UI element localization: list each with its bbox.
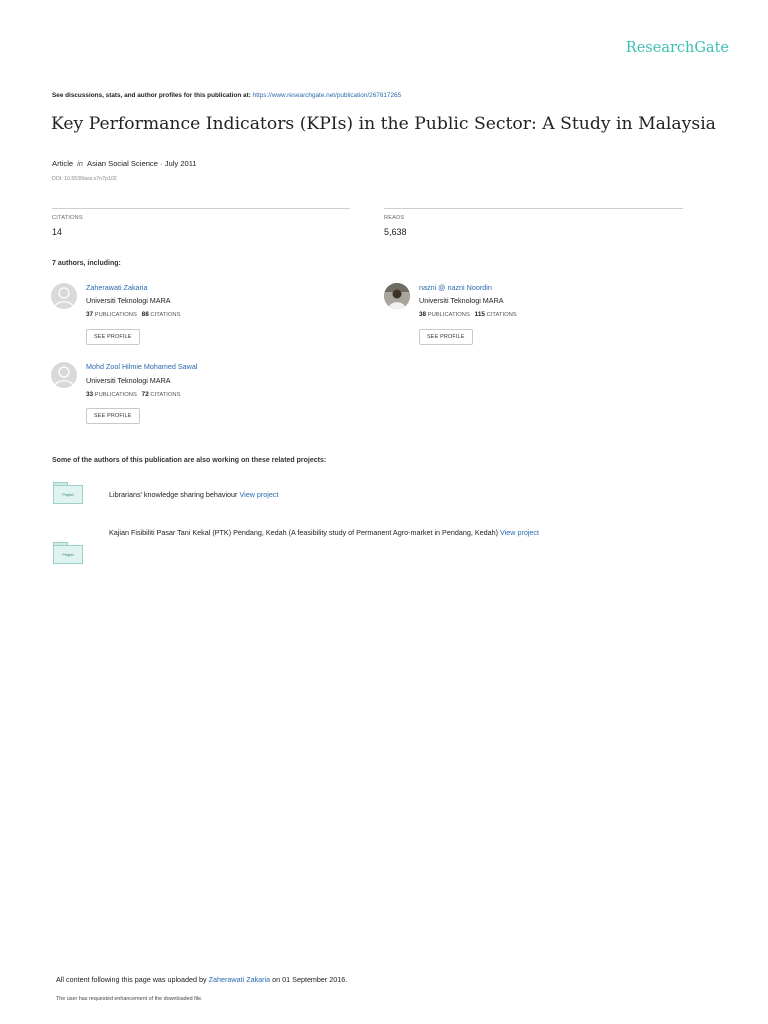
author-affiliation: Universiti Teknologi MARA: [419, 296, 504, 305]
projects-heading: Some of the authors of this publication are also working on these related projects:: [52, 457, 327, 464]
journal-date: Asian Social Science · July 2011: [87, 159, 197, 168]
author-name-link[interactable]: Mohd Zool Hilmie Mohamed Sawal: [86, 362, 198, 371]
publication-meta: [52, 159, 197, 168]
citations-divider: [52, 208, 350, 209]
author-name-link[interactable]: Zaherawati Zakaria: [86, 283, 148, 292]
view-project-link[interactable]: View project: [500, 528, 540, 537]
author-affiliation: Universiti Teknologi MARA: [86, 296, 171, 305]
author-stats: 38 PUBLICATIONS 115 CITATIONS: [419, 311, 517, 318]
article-type: Article: [52, 159, 74, 168]
see-profile-button[interactable]: SEE PROFILE: [419, 329, 473, 345]
authors-heading: 7 authors, including:: [52, 260, 121, 267]
avatar[interactable]: [51, 283, 77, 309]
project-folder-icon: Project: [53, 482, 83, 504]
author-stats: 37 PUBLICATIONS 88 CITATIONS: [86, 311, 181, 318]
reads-label: READS: [384, 215, 405, 221]
enhancement-note: The user has requested enhancement of the downloaded file.: [56, 996, 203, 1002]
see-profile-button[interactable]: SEE PROFILE: [86, 329, 140, 345]
citations-label: CITATIONS: [52, 215, 83, 221]
doi: DOI: 10.5539/ass.v7n7p102: [52, 176, 117, 182]
in-word: in: [77, 159, 84, 168]
discussion-line: [52, 92, 401, 99]
uploader-link[interactable]: Zaherawati Zakaria: [208, 975, 271, 984]
author-name-link[interactable]: nazni @ nazni Noordin: [419, 283, 492, 292]
avatar[interactable]: [51, 362, 77, 388]
citations-value: 14: [52, 227, 63, 237]
researchgate-logo[interactable]: ResearchGate: [625, 40, 729, 56]
project-item: Librarians' knowledge sharing behaviour View project: [109, 490, 279, 499]
publication-url-link[interactable]: https://www.researchgate.net/publication/267817265: [252, 92, 402, 99]
discussion-text: See discussions, stats, and author profiles for this publication at:: [52, 92, 253, 99]
publication-title: Key Performance Indicators (KPIs) in the Public Sector: A Study in Malaysia: [51, 114, 716, 134]
project-folder-icon: Project: [53, 542, 83, 564]
reads-value: 5,638: [384, 227, 407, 237]
author-affiliation: Universiti Teknologi MARA: [86, 376, 171, 385]
upload-note: All content following this page was uploaded by Zaherawati Zakaria on 01 September 2016.: [56, 975, 348, 984]
avatar[interactable]: [384, 283, 410, 309]
author-photo-icon: [384, 283, 410, 309]
reads-divider: [384, 208, 683, 209]
project-item: Kajian Fisibiliti Pasar Tani Kekal (PTK) Pendang, Kedah (A feasibility study of Permanent Agro-market in Pendang, Kedah) View project: [109, 528, 540, 537]
user-silhouette-icon: [51, 362, 77, 388]
view-project-link[interactable]: View project: [239, 490, 279, 499]
author-stats: 33 PUBLICATIONS 72 CITATIONS: [86, 391, 181, 398]
user-silhouette-icon: [51, 283, 77, 309]
see-profile-button[interactable]: SEE PROFILE: [86, 408, 140, 424]
